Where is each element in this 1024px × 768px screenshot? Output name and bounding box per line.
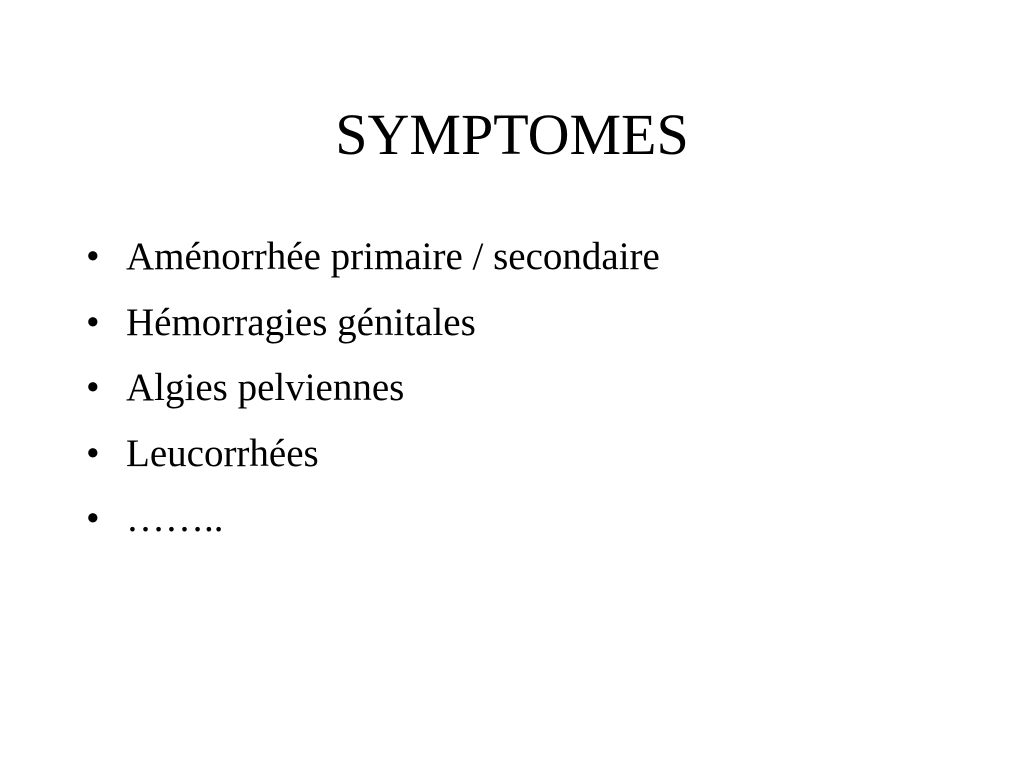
bullet-icon: • [86, 497, 100, 541]
bullet-icon: • [86, 366, 100, 410]
list-item [86, 486, 660, 552]
list-item [86, 224, 660, 290]
bullet-list [86, 224, 660, 552]
bullet-icon: • [86, 300, 100, 344]
bullet-text: Leucorrhées [126, 431, 319, 475]
bullet-text: …….. [126, 497, 224, 541]
bullet-icon: • [86, 235, 100, 279]
bullet-text: Algies pelviennes [126, 366, 405, 410]
slide-title: SYMPTOMES [335, 102, 689, 167]
list-item [86, 355, 660, 421]
list-item [86, 290, 660, 356]
bullet-icon: • [86, 431, 100, 475]
bullet-text: Aménorrhée primaire / secondaire [126, 235, 660, 279]
bullet-text: Hémorragies génitales [126, 300, 476, 344]
list-item [86, 421, 660, 487]
